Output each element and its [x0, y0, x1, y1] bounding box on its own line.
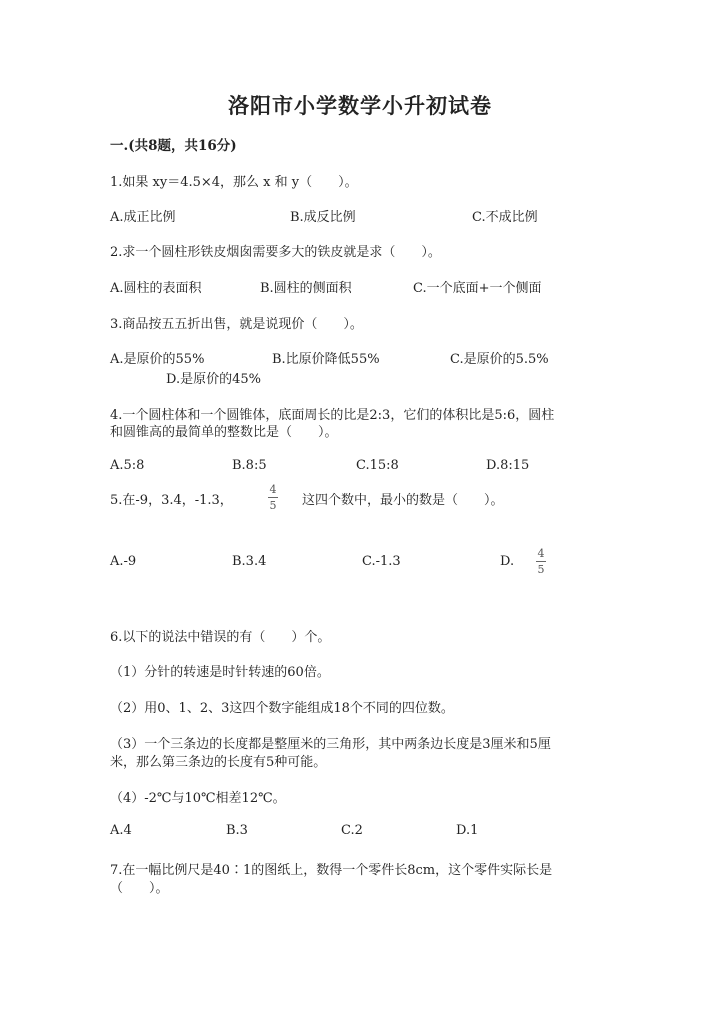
page-title: 洛阳市小学数学小升初试卷: [228, 93, 492, 118]
fraction-numerator: 4: [269, 483, 277, 496]
question-6-statement-1: （1）分针的转速是时针转速的60倍。: [110, 665, 330, 680]
fraction-numerator: 4: [537, 547, 545, 560]
question-6-statement-4: （4）-2℃与10℃相差12℃。: [110, 791, 286, 806]
question-6-option-d[interactable]: D.1: [456, 823, 479, 838]
question-6-option-b[interactable]: B.3: [226, 823, 248, 838]
fraction-denominator: 5: [269, 499, 277, 512]
question-4-option-a[interactable]: A.5:8: [110, 458, 145, 473]
question-4-option-b[interactable]: B.8:5: [232, 458, 267, 473]
question-6-stem: 6.以下的说法中错误的有（ ）个。: [110, 630, 331, 645]
section-heading: 一.(共8题，共16分): [110, 138, 237, 154]
question-6-statement-3-line2: 米，那么第三条边的长度有5种可能。: [110, 755, 327, 770]
question-3-option-c[interactable]: C.是原价的5.5%: [450, 352, 549, 367]
question-3-option-d[interactable]: D.是原价的45%: [166, 372, 261, 387]
question-7-stem-line2: （ ）。: [110, 881, 169, 896]
question-6-statement-2: （2）用0、1、2、3这四个数字能组成18个不同的四位数。: [110, 701, 454, 716]
question-4-option-c[interactable]: C.15:8: [356, 458, 399, 473]
question-5-fraction: [268, 484, 278, 511]
question-4-stem-line1: 4.一个圆柱体和一个圆锥体，底面周长的比是2:3，它们的体积比是5:6，圆柱: [110, 408, 555, 423]
question-5-stem-pre: 5.在-9，3.4，-1.3，: [110, 493, 233, 508]
question-2-option-b[interactable]: B.圆柱的侧面积: [260, 281, 352, 296]
question-6-option-c[interactable]: C.2: [341, 823, 363, 838]
question-5-option-c[interactable]: C.-1.3: [362, 554, 401, 569]
question-5-stem-post: 这四个数中，最小的数是（ ）。: [302, 493, 504, 508]
question-6-statement-3-line1: （3）一个三条边的长度都是整厘米的三角形，其中两条边长度是3厘米和5厘: [110, 737, 551, 752]
question-1-stem: 1.如果 xy＝4.5×4，那么 x 和 y（ ）。: [110, 175, 358, 190]
question-2-option-c[interactable]: C.一个底面+一个侧面: [413, 281, 542, 296]
question-5-option-a[interactable]: A.-9: [110, 554, 137, 569]
question-4-stem-line2: 和圆锥高的最简单的整数比是（ ）。: [110, 425, 338, 440]
question-4-option-d[interactable]: D.8:15: [486, 458, 530, 473]
question-2-option-a[interactable]: A.圆柱的表面积: [110, 281, 202, 296]
question-3-option-a[interactable]: A.是原价的55%: [110, 352, 205, 367]
question-3-stem: 3.商品按五五折出售，就是说现价（ ）。: [110, 317, 363, 332]
question-6-option-a[interactable]: A.4: [110, 823, 132, 838]
question-1-option-a[interactable]: A.成正比例: [110, 210, 176, 225]
question-5-option-d[interactable]: D.: [500, 554, 515, 569]
question-1-option-b[interactable]: B.成反比例: [290, 210, 356, 225]
question-1-option-c[interactable]: C.不成比例: [472, 210, 538, 225]
question-3-option-b[interactable]: B.比原价降低55%: [272, 352, 380, 367]
question-7-stem-line1: 7.在一幅比例尺是40∶1的图纸上，数得一个零件长8cm，这个零件实际长是: [110, 863, 553, 878]
question-2-stem: 2.求一个圆柱形铁皮烟囱需要多大的铁皮就是求（ ）。: [110, 245, 441, 260]
question-5-option-b[interactable]: B.3.4: [232, 554, 267, 569]
question-5-option-d-fraction: [536, 548, 546, 575]
fraction-denominator: 5: [537, 563, 545, 576]
